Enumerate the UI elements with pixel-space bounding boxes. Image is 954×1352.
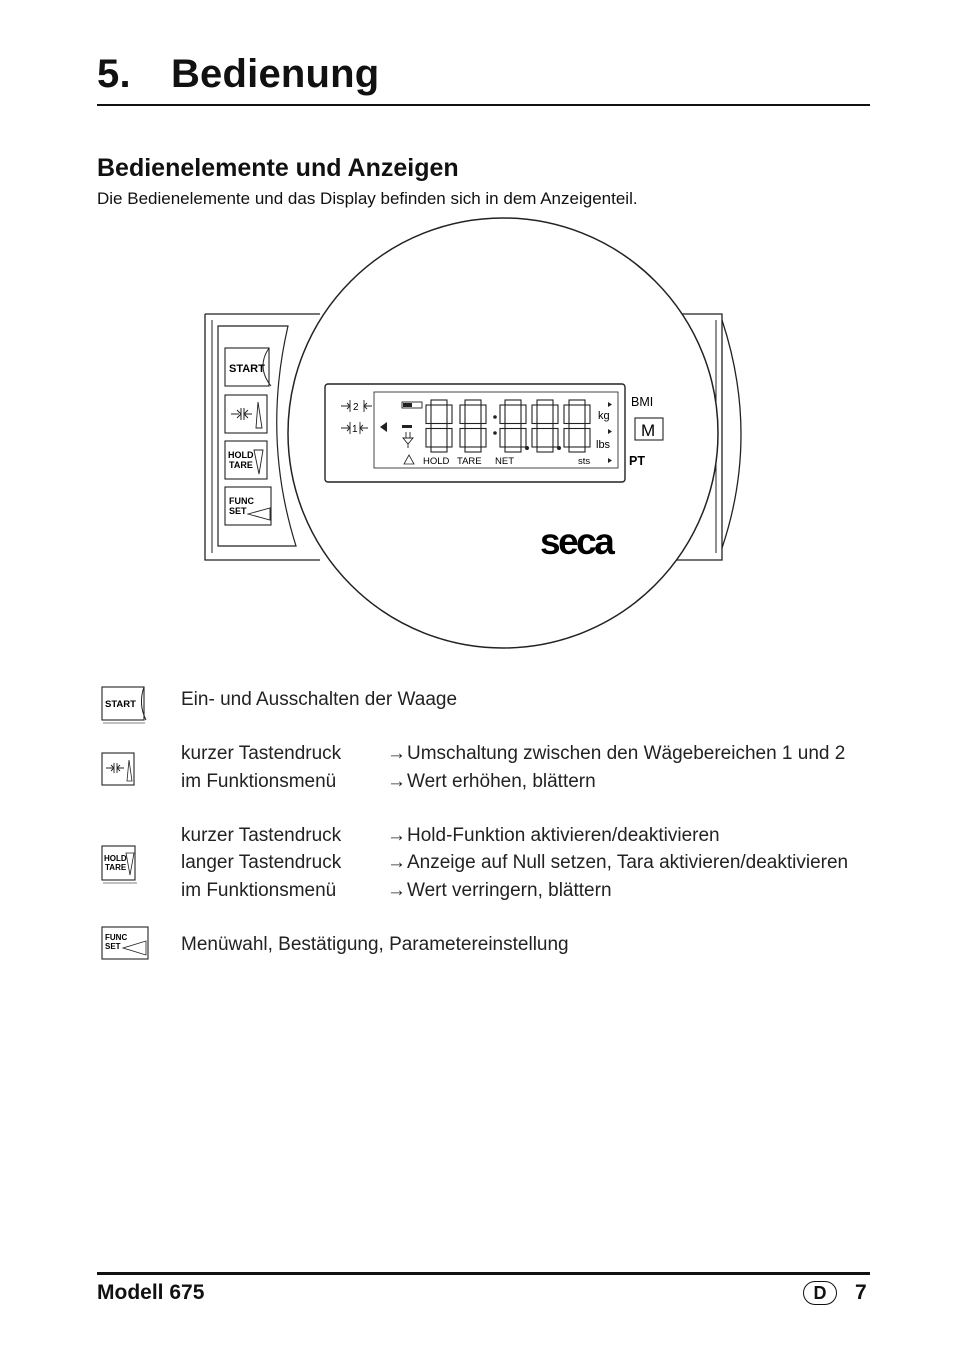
action-hold: →Hold-Funktion aktivieren/deaktivieren xyxy=(387,825,720,846)
svg-text:FUNC: FUNC xyxy=(105,933,128,942)
range-2-indicator: 2 xyxy=(353,402,359,413)
action-switch-range: →Umschaltung zwischen den Wägebereichen 1 und 2 xyxy=(387,743,846,764)
section-title: Bedienelemente und Anzeigen xyxy=(97,154,459,182)
svg-text:SET: SET xyxy=(105,942,121,951)
svg-text:FUNC: FUNC xyxy=(229,496,254,506)
start-key-icon xyxy=(101,686,149,724)
svg-text:TARE: TARE xyxy=(229,460,253,470)
bmi-label: BMI xyxy=(631,395,654,409)
page-number: 7 xyxy=(855,1281,867,1304)
svg-text:TARE: TARE xyxy=(105,863,127,872)
trigger-short-press: kurzer Tastendruck xyxy=(181,825,342,846)
memory-indicator: M xyxy=(641,421,656,440)
func-set-key-icon xyxy=(101,926,151,962)
hold-tare-key-icon xyxy=(101,845,141,885)
action-increase-value: →Wert erhöhen, blättern xyxy=(387,771,596,792)
unit-lbs: lbs xyxy=(596,439,611,451)
section-intro: Die Bedienelemente und das Display befinden sich in dem Anzeigenteil. xyxy=(97,189,638,208)
tare-indicator: TARE xyxy=(457,456,482,467)
svg-text:START: START xyxy=(105,699,136,710)
chapter-title: 5. Bedienung xyxy=(97,52,380,96)
svg-text:START: START xyxy=(229,363,265,375)
pt-label: PT xyxy=(629,454,645,468)
trigger-menu: im Funktionsmenü xyxy=(181,771,337,792)
hold-indicator: HOLD xyxy=(423,456,450,467)
func-set-key-description: Menüwahl, Bestätigung, Parametereinstellung xyxy=(181,934,569,955)
action-zero-tare: →Anzeige auf Null setzen, Tara aktivieren/deaktivieren xyxy=(387,852,849,873)
func-set-key[interactable] xyxy=(225,487,271,525)
sts-indicator: sts xyxy=(578,456,591,467)
action-decrease-value: →Wert verringern, blättern xyxy=(387,880,612,901)
trigger-menu: im Funktionsmenü xyxy=(181,880,337,901)
scale-display-figure xyxy=(196,214,756,654)
range-key-icon xyxy=(101,752,137,788)
start-key[interactable] xyxy=(225,348,271,386)
svg-text:HOLD: HOLD xyxy=(104,854,127,863)
net-indicator: NET xyxy=(495,456,514,467)
range-key[interactable] xyxy=(225,395,267,433)
model-label: Modell 675 xyxy=(97,1281,205,1304)
language-badge: D xyxy=(803,1281,837,1305)
trigger-short-press: kurzer Tastendruck xyxy=(181,743,342,764)
start-key-description: Ein- und Ausschalten der Waage xyxy=(181,689,458,710)
chapter-divider xyxy=(97,104,870,106)
svg-text:HOLD: HOLD xyxy=(228,450,254,460)
trigger-long-press: langer Tastendruck xyxy=(181,852,342,873)
hold-tare-key[interactable] xyxy=(225,441,267,479)
svg-text:SET: SET xyxy=(229,506,247,516)
range-1-indicator: 1 xyxy=(352,424,358,435)
footer-divider xyxy=(97,1272,870,1275)
seca-logo: seca xyxy=(540,521,613,562)
unit-kg: kg xyxy=(598,410,610,422)
